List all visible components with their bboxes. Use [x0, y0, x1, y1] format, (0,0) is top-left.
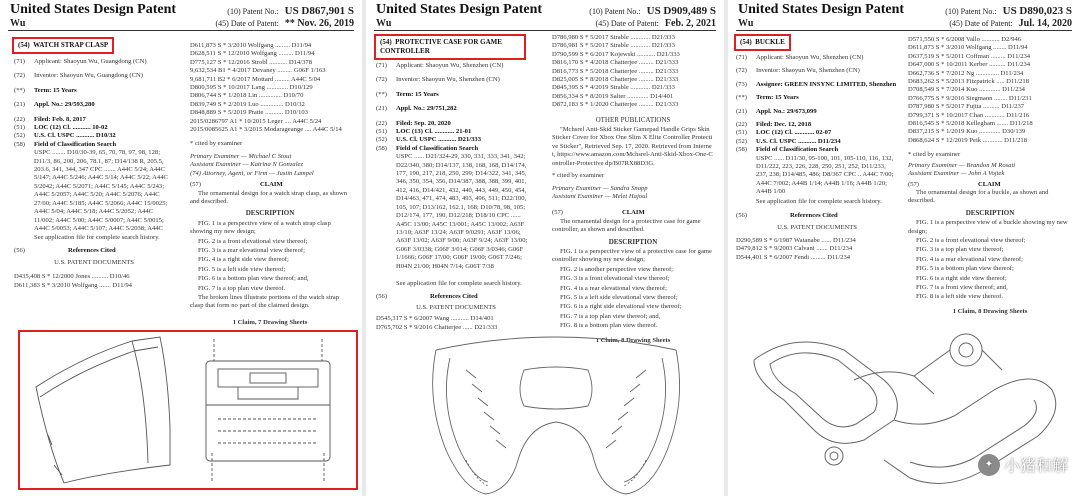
figure-description: FIG. 6 is a right side view thereof; [916, 274, 1007, 282]
classification-search: USPC ...... D21/324-29, 330, 331, 333, 341, 342; D22/340, 380; D14/137, 138, 168, 168, D14/174, 177, 190, 217, 218, 250, 299; D14/322, 341, 345, 346, 350, 354, 356, D14/387, 388, 388, 399, 401, 412, 416, D14/421, 432, 440, 443, 449, 450, 454, D14/463, 471, 474, 483, 493, 496, 511; D22/100, 105, 107; D13/162, 162.1, 168; D10/78, 98, 105; D12/174, 177, 190, D12/218; D18/10 CPC ...... A45C 13/00; A45C 13/001; A45C 13/002; A63F 13/10; A63F 13/24; A63F 9/0291; A63F 13/06; A63F 13/02; A63F 9/00; A63F 9/24; A63F 13/00; G06F 3/0338; G06F 3/014; G06F 3/0346; G06F 1/1666; G06F 17/00; G06F 19/00; G06T 7/246; H04N 21/00; H04N 7/14; G06T 7/38 [396, 153, 528, 270]
classification-search: USPC ...... D11/30, 95-100, 101, 105-110, 116, 132, D11/222, 223, 226, 228, 250, 251, 252, D11/233, 237, 238; D14/485, 486; D8/367 CPC .. A44C 7/00; A44C 7/002; A44B 1/14; A44B 1/16; A44B 1/20; A44B 1/00 [756, 154, 894, 196]
claim-count: 1 Claim, 7 Drawing Sheets [232, 318, 308, 326]
assistant-examiner: Assistant Examiner — John A Vojtek [908, 170, 1005, 178]
references-heading: (56) References Cited [14, 246, 116, 254]
field-row: (71) Applicant: Shaoyun Wu, Shenzhen (CN) [376, 62, 504, 69]
figure-description: FIG. 2 is a front elevational view thereof; [198, 237, 308, 245]
reference-entry: D800,595 S * 10/2017 Lang ............. D10/129 [190, 84, 313, 92]
references-subtitle: U.S. PATENT DOCUMENTS [416, 304, 496, 312]
design-title-highlight: (54) WATCH STRAP CLASP [12, 37, 114, 54]
description-heading: DESCRIPTION [608, 237, 658, 246]
figure-description: FIG. 4 is a rear elevational view thereof; [916, 255, 1023, 263]
see-application-note: See application file for complete search history. [756, 197, 882, 205]
description-heading: DESCRIPTION [965, 208, 1015, 217]
reference-entry: D816,773 S * 5/2018 Chatterjee ......... D21/333 [552, 67, 679, 75]
figure-description: FIG. 1 is a perspective view of a watch strap clasp showing my new design; [190, 219, 331, 236]
patent-date: (45) Date of Patent: Jul. 14, 2020 [949, 18, 1072, 29]
reference-entry: D868,624 S * 12/2019 Peik ............ D11/218 [908, 136, 1027, 144]
header-rule [736, 30, 1072, 31]
field-row: (58) Field of Classification Search [376, 144, 479, 152]
figure-description: FIG. 7 is a top plan view thereof; and, [560, 312, 661, 320]
reference-entry: D479,812 S * 9/2003 Calvani ....... D11/234 [736, 245, 853, 253]
cited-by-examiner: * cited by examiner [190, 140, 243, 148]
figure-description: FIG. 4 is a rear elevational view thereof; [560, 284, 667, 292]
reference-entry: D845,395 S * 4/2019 Strable ............ D21/333 [552, 84, 675, 92]
primary-examiner: Primary Examiner — Sandra Snapp [552, 184, 648, 192]
right-column [190, 42, 350, 327]
field-row: (52) U.S. Cl. USPC ........... D10/32 [14, 132, 116, 140]
figure-description: FIG. 8 is a bottom plan view thereof. [560, 322, 658, 330]
references-heading: (56) References Cited [736, 212, 838, 220]
reference-entry: 2015/0085625 A1 * 3/2015 Modarageange .... A44C 5/14 [190, 126, 342, 134]
assistant-examiner: Assistant Examiner — Melet Hajoul [552, 192, 648, 200]
primary-examiner: Primary Examiner — Michael C Stout [190, 152, 292, 160]
reference-entry: D571,550 S * 6/2008 Vallo ........... D2/946 [908, 36, 1022, 43]
figure-description: FIG. 6 is a bottom plan view thereof; and, [198, 275, 309, 283]
field-row: (58) Field of Classification Search [736, 146, 839, 154]
reference-entry: D765,702 S * 9/2016 Chatterjee ...... D21/333 [376, 323, 498, 331]
claim-text: The ornamental design for a protective case for game controller, as shown and described. [552, 217, 701, 234]
figure-description: FIG. 8 is a left side view thereof. [916, 293, 1003, 301]
field-row: (21) Appl. No.: 29/673,099 [736, 107, 817, 115]
field-row: (52) U.S. Cl. USPC ........... D21/333 [376, 136, 481, 144]
classification-search: USPC ........ D10/30-39, 65, 70, 78, 97, 98, 128; D11/3, 86, 200, 206, 78.1, 87; D14/138 R, 205.5, 203.6, 341, 344, 347 CPC ....... A44C 5/24; A44C 5/147; A44C 5/246; A44C 5/14; A44C 5/22; A44C 5/2042; A44C 5/2071; A44C 5/145; A44C 5/243; A44C 5/2057; A44C 5/20; A44C 5/2076; A44C 27/00; A44C 5/185; A44C 5/2066; A44C 15/0025; A44C 5/04; A44C 5/18; A44C 5/2052; A44C 11/002; A44C 5/00; A44C 5/0007; A44C 5/0015; A44C 5/0053; A44C 5/107; A44C 5/2038; A44C [34, 149, 168, 232]
reference-entry: D837,215 S * 1/2019 Kuo ............. D30/139 [908, 128, 1026, 136]
watermark [978, 453, 1068, 476]
left-column [376, 62, 536, 332]
references-subtitle: U.S. PATENT DOCUMENTS [54, 259, 134, 267]
reference-entry: D790,599 S * 6/2017 Kojewski ........... D21/333 [552, 50, 680, 58]
other-publications-heading: OTHER PUBLICATIONS [595, 115, 671, 124]
assistant-examiner: Assistant Examiner — Katrina N Gonzalez [190, 161, 304, 169]
reference-entry: D806,744 S * 1/2018 Lin .............. D10/70 [190, 92, 304, 100]
reference-entry: D290,589 S * 6/1987 Watanabe ...... D11/234 [736, 236, 856, 244]
see-application-note: See application file for complete search history. [396, 280, 522, 288]
patent-number: (10) Patent No.: US D909,489 S [589, 5, 716, 17]
field-row: (21) Appl. No.: 29/593,280 [14, 101, 95, 109]
patent-header-title: United States Design Patent [738, 2, 905, 17]
reference-entry: D611,383 S * 3/2010 Wolfgang ....... D11/94 [14, 281, 132, 289]
reference-entry: 9,632,534 B1 * 4/2017 Devaney ......... G06F 1/163 [190, 67, 326, 75]
right-column [908, 36, 1072, 316]
figure-description: FIG. 5 is a bottom plan view thereof; [916, 265, 1014, 273]
figure-description: FIG. 7 is a front view thereof; and, [916, 283, 1008, 291]
reference-entry: D611,873 S * 3/2010 Wolfgang ......... D11/94 [190, 42, 312, 49]
patent-header-title: United States Design Patent [10, 2, 177, 17]
field-row: (22) Filed: Dec. 12, 2018 [736, 121, 812, 129]
patent-header-title: United States Design Patent [376, 2, 543, 17]
primary-examiner: Primary Examiner — Brandon M Rosati [908, 161, 1016, 169]
figure-description: The broken lines illustrate portions of the watch strap clasp that form no part of the claimed design. [190, 293, 339, 310]
figure-description: FIG. 2 is another perspective view thereof; [560, 265, 673, 273]
cited-by-examiner: * cited by examiner [908, 151, 961, 159]
field-row: (72) Inventor: Shaoyun Wu, Guangdong (CN) [14, 72, 143, 80]
field-row: (58) Field of Classification Search [14, 140, 117, 148]
reference-entry: D799,371 S * 10/2017 Chan ............ D11/216 [908, 111, 1030, 119]
claim-count: 1 Claim, 8 Drawing Sheets [595, 336, 671, 344]
field-row: (72) Inventor: Shaoyun Wu, Shenzhen (CN) [736, 67, 860, 75]
figure-description: FIG. 4 is a right side view thereof; [198, 256, 289, 264]
claim-heading: (57) CLAIM [552, 209, 645, 217]
game-controller-case-drawing [406, 330, 706, 496]
figure-description: FIG. 5 is a left side elevational view thereof; [560, 293, 678, 301]
reference-entry: D856,334 S * 8/2019 Salter ............. D14/401 [552, 92, 674, 100]
reference-entry: D816,545 S * 5/2018 Kellegham ....... D11/218 [908, 120, 1033, 128]
reference-entry: D545,317 S * 6/2007 Wang ........... D14/401 [376, 315, 494, 323]
figure-description: FIG. 3 is a rear elevational view thereof; [198, 246, 305, 254]
figure-description: FIG. 2 is a front elevational view thereof; [916, 236, 1026, 244]
field-row: (72) Inventor: Shaoyun Wu, Shenzhen (CN) [376, 76, 500, 84]
reference-entry: D435,408 S * 12/2000 Jones .......... D10/46 [14, 273, 130, 281]
figure-description: FIG. 1 is a perspective view of a protective case for game controller showing my new design; [552, 247, 712, 264]
figure-description: FIG. 6 is a right side elevational view thereof; [560, 303, 682, 311]
attorney: (74) Attorney, Agent, or Firm — Justin Lampel [190, 169, 314, 177]
patent-date: (45) Date of Patent: Feb. 2, 2021 [595, 18, 716, 29]
field-row: (52) U.S. Cl. USPC ........... D11/234 [736, 137, 841, 145]
description-heading: DESCRIPTION [245, 209, 295, 218]
reference-entry: D786,981 S * 5/2017 Strable ............ D21/333 [552, 42, 675, 50]
field-row: (71) Applicant: Shaoyun Wu, Guangdong (CN) [14, 58, 147, 65]
reference-entry: D816,170 S * 4/2018 Chatterjee ......... D21/333 [552, 59, 679, 67]
figure-description: FIG. 3 is a top plan view thereof; [916, 246, 1004, 254]
patent-number: (10) Patent No.: US D867,901 S [227, 5, 354, 17]
reference-entry: D872,183 S * 1/2020 Chatterjee ......... D21/333 [552, 101, 679, 109]
figure-description: FIG. 7 is a top plan view thereof. [198, 284, 286, 292]
reference-entry: D787,980 S * 5/2017 Fujita .......... D11/237 [908, 103, 1025, 111]
patent-date: (45) Date of Patent: ** Nov. 26, 2019 [215, 18, 354, 29]
reference-entry: D611,873 S * 3/2010 Wolfgang ........ D11/94 [908, 44, 1028, 52]
reference-entry: 9,681,711 B2 * 6/2017 Mottard ......... A44C 5/04 [190, 75, 321, 83]
reference-entry: D775,127 S * 12/2016 Strobl ........... D14/378 [190, 58, 312, 66]
reference-entry: D683,262 S * 5/2013 Fitzpatrick ..... D11/218 [908, 78, 1030, 86]
header-rule [374, 30, 716, 31]
reference-entry: D708,549 S * 7/2014 Kuo ............. D11/234 [908, 86, 1025, 94]
reference-entry: D637,519 S * 5/2011 Coffman ......... D11/234 [908, 52, 1031, 60]
figure-description: FIG. 5 is a left side view thereof; [198, 265, 286, 273]
watch-clasp-drawing [22, 335, 354, 485]
cited-by-examiner: * cited by examiner [552, 172, 605, 180]
reference-entry: D628,511 S * 12/2010 Wolfgang ......... D11/94 [190, 50, 315, 58]
claim-text: The ornamental design for a buckle, as shown and described. [908, 188, 1049, 205]
reference-entry: D839,749 S * 2/2019 Luo .............. D10/32 [190, 100, 305, 108]
patent-header-inventor: Wu [738, 18, 754, 29]
field-row: (21) Appl. No.: 29/751,282 [376, 105, 457, 113]
reference-entry: D544,401 S * 6/2007 Fendi ......... D11/234 [736, 253, 851, 261]
field-row: (51) LOC (13) Cl. ............ 21-01 [376, 128, 472, 136]
other-publications-text: "Mchsrel Anti-Skid Sticker Gamepad Handle Grips Skin Sticker Cover for Xbox One Slim X Elite Controller Protective Sticker", Retrieved Sep. 17, 2020. Retrieved from Internet, https://www.amazon.com/Mchsrel-Anti-Skid-Xbox-One-Controller-Protective dp/B07RX88D3G. [552, 126, 713, 167]
field-row: (71) Applicant: Shaoyun Wu, Shenzhen (CN) [736, 54, 864, 61]
reference-entry: D848,889 S * 5/2019 Pratte ........... D10/103 [190, 109, 308, 117]
field-row: (**) Term: 15 Years [376, 90, 439, 98]
left-column [14, 58, 174, 290]
patent-header-inventor: Wu [10, 18, 26, 29]
reference-entry: D662,736 S * 7/2012 Ng .............. D11/234 [908, 69, 1024, 77]
patent-panel-protective-case [366, 0, 724, 496]
design-title-highlight: (54) PROTECTIVE CASE FOR GAME CONTROLLER [374, 34, 526, 60]
field-row: (**) Term: 15 Years [14, 86, 77, 94]
design-title-highlight: (54) BUCKLE [734, 34, 791, 51]
field-row: (22) Filed: Feb. 8, 2017 [14, 115, 86, 123]
claim-count: 1 Claim, 8 Drawing Sheets [952, 307, 1028, 315]
reference-entry: D766,775 S * 9/2016 Siegmann ........ D11/231 [908, 94, 1032, 102]
patent-panel-watch-strap-clasp [0, 0, 362, 496]
references-heading: (56) References Cited [376, 292, 478, 300]
field-row: (51) LOC (12) Cl. ............ 02-07 [736, 129, 832, 137]
figure-description: FIG. 1 is a perspective view of a buckle showing my new design; [908, 219, 1068, 235]
patent-panel-buckle [728, 0, 1080, 496]
reference-entry: 2015/0286797 A1 * 10/2015 Leger .... A44C 5/24 [190, 117, 322, 125]
field-row: (73) Assignee: GREEN INSYNC LIMITED, Shenzhen [736, 80, 897, 88]
claim-text: The ornamental design for a watch strap clasp, as shown and described. [190, 189, 348, 205]
header-rule [8, 30, 354, 31]
figure-description: FIG. 3 is a front elevational view thereof; [560, 275, 670, 283]
right-column [552, 34, 714, 345]
claim-heading: (57) CLAIM [908, 180, 1001, 188]
field-row: (**) Term: 15 Years [736, 94, 799, 102]
watermark-text: 小猪和解 [1003, 456, 1068, 475]
see-application-note: See application file for complete search history. [34, 234, 160, 242]
wechat-icon: ✦ [978, 454, 1000, 476]
field-row: (51) LOC (12) Cl. ........... 10-02 [14, 124, 108, 132]
claim-heading: (57) CLAIM [190, 181, 283, 189]
references-subtitle: U.S. PATENT DOCUMENTS [777, 224, 857, 232]
patent-header-inventor: Wu [376, 18, 392, 29]
reference-entry: D647,000 S * 10/2011 Kerber .......... D11/234 [908, 61, 1031, 69]
reference-entry: D786,980 S * 5/2017 Strable ............ D21/333 [552, 34, 675, 41]
left-column [736, 54, 898, 262]
field-row: (22) Filed: Sep. 20, 2020 [376, 119, 451, 127]
patent-number: (10) Patent No.: US D890,023 S [945, 5, 1072, 17]
reference-entry: D825,005 S * 8/2018 Chatterjee ......... D21/333 [552, 76, 679, 84]
